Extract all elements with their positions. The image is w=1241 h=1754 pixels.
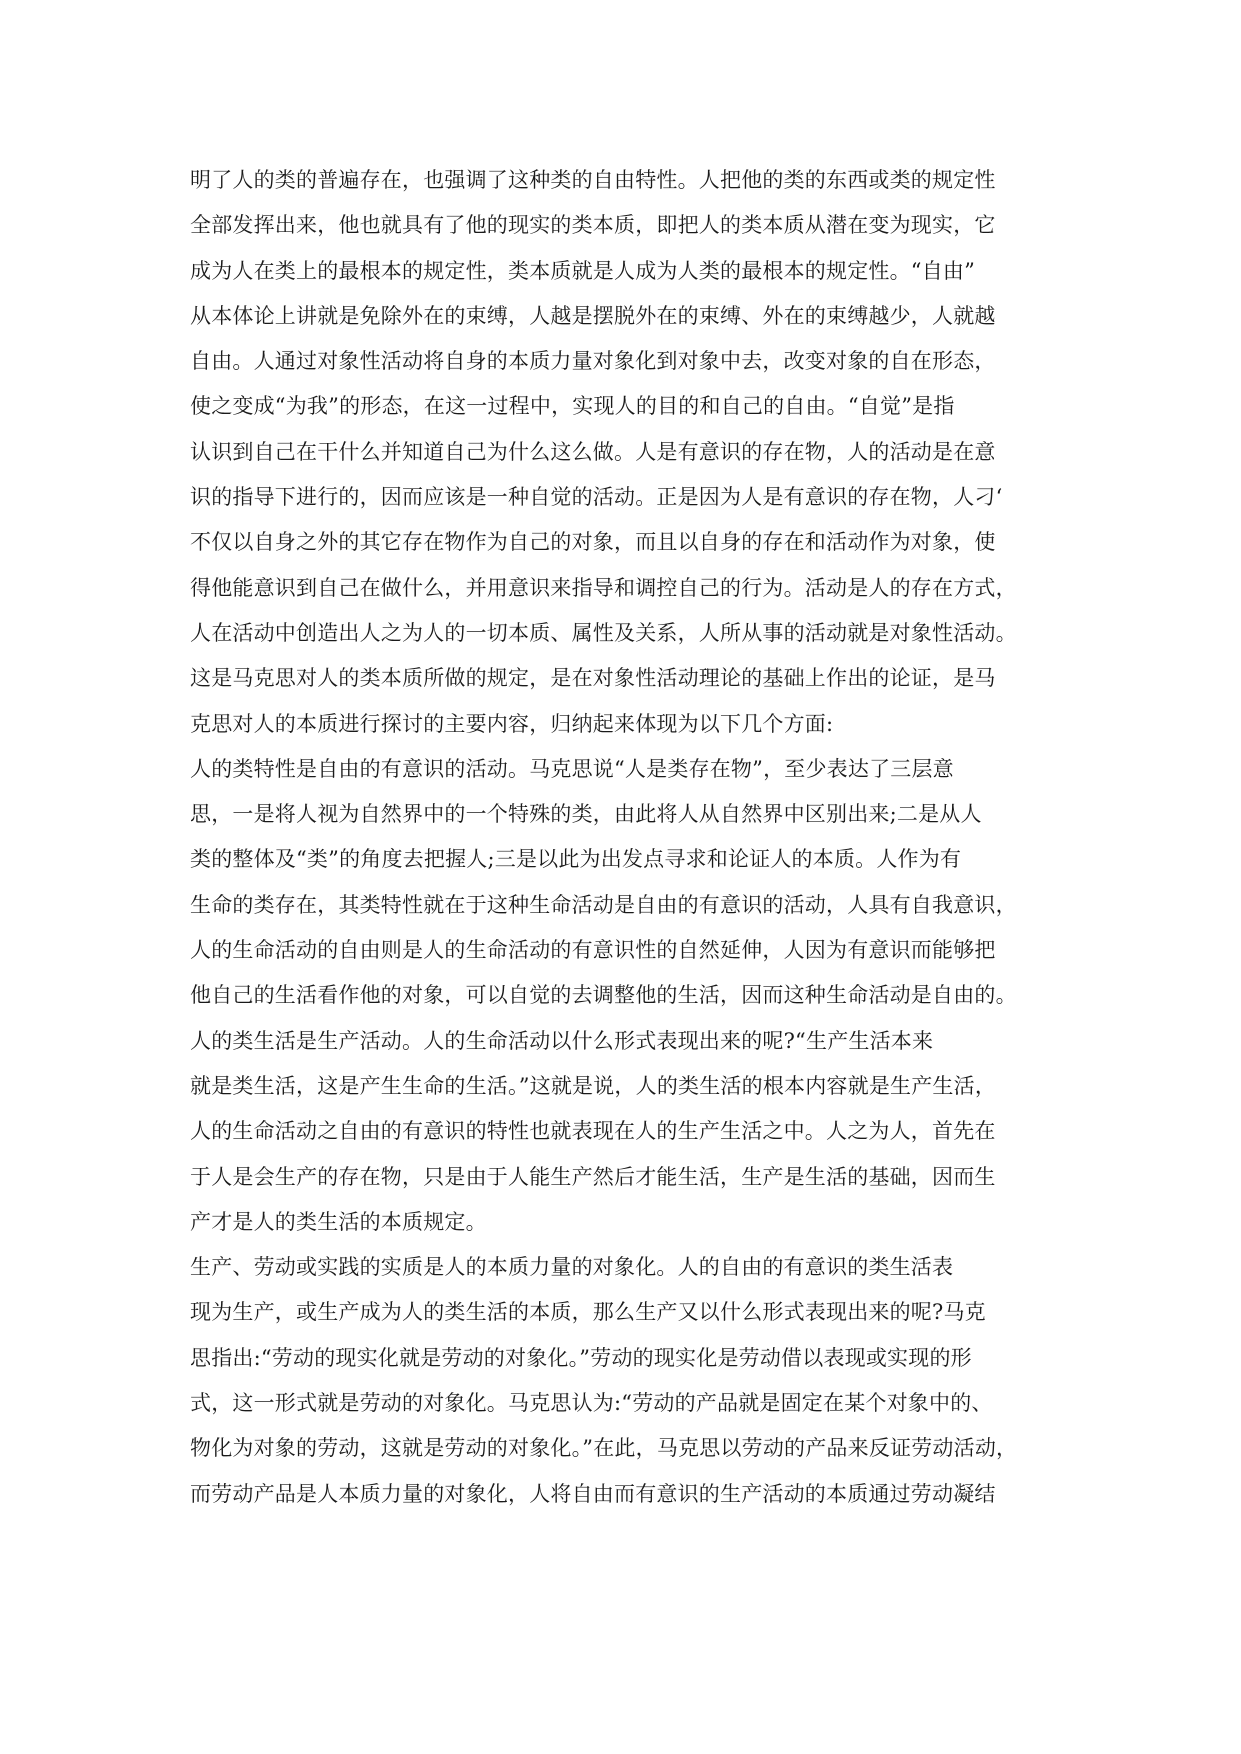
body-text (190, 158, 1070, 1517)
text-line: 思指出:“劳动的现实化就是劳动的对象化。”劳动的现实化是劳动借以表现或实现的形 (190, 1345, 972, 1370)
text-line: 思，一是将人视为自然界中的一个特殊的类，由此将人从自然界中区别出来;二是从人 (190, 802, 982, 827)
text-line: 这是马克思对人的类本质所做的规定，是在对象性活动理论的基础上作出的论证，是马 (190, 666, 996, 691)
text-line: 类的整体及“类”的角度去把握人;三是以此为出发点寻求和论证人的本质。人作为有 (190, 847, 962, 872)
text-line: 生产、劳动或实践的实质是人的本质力量的对象化。人的自由的有意识的类生活表 (190, 1255, 954, 1280)
text-line: 他自己的生活看作他的对象，可以自觉的去调整他的生活，因而这种生命活动是自由的。 (190, 983, 1017, 1008)
text-line: 人的生命活动之自由的有意识的特性也就表现在人的生产生活之中。人之为人，首先在 (190, 1119, 996, 1144)
text-line: 不仅以自身之外的其它存在物作为自己的对象，而且以自身的存在和活动作为对象，使 (190, 530, 996, 555)
text-line: 就是类生活，这是产生生命的生活。”这就是说，人的类生活的根本内容就是生产生活， (190, 1073, 997, 1098)
text-line: 现为生产，或生产成为人的类生活的本质，那么生产又以什么形式表现出来的呢?马克 (190, 1300, 986, 1325)
text-line: 人的类特性是自由的有意识的活动。马克思说“人是类存在物”，至少表达了三层意 (190, 756, 954, 781)
text-line: 于人是会生产的存在物，只是由于人能生产然后才能生活，生产是生活的基础，因而生 (190, 1164, 996, 1189)
text-line: 识的指导下进行的，因而应该是一种自觉的活动。正是因为人是有意识的存在物，人刁‘ (190, 485, 1003, 510)
text-line: 产才是人的类生活的本质规定。 (190, 1209, 487, 1234)
text-line: 生命的类存在，其类特性就在于这种生命活动是自由的有意识的活动，人具有自我意识， (190, 892, 1017, 917)
text-line: 人的类生活是生产活动。人的生命活动以什么形式表现出来的呢?“生产生活本来 (190, 1028, 934, 1053)
text-line: 克思对人的本质进行探讨的主要内容，归纳起来体现为以下几个方面: (190, 711, 834, 736)
text-line: 而劳动产品是人本质力量的对象化，人将自由而有意识的生产活动的本质通过劳动凝结 (190, 1481, 996, 1506)
text-line: 式，这一形式就是劳动的对象化。马克思认为:“劳动的产品就是固定在某个对象中的、 (190, 1391, 993, 1416)
text-line: 全部发挥出来，他也就具有了他的现实的类本质，即把人的类本质从潜在变为现实，它 (190, 213, 996, 238)
text-line: 明了人的类的普遍存在，也强调了这种类的自由特性。人把他的类的东西或类的规定性 (190, 168, 996, 192)
text-line: 使之变成“为我”的形态，在这一过程中，实现人的目的和自己的自由。“自觉”是指 (190, 394, 955, 419)
text-line: 从本体论上讲就是免除外在的束缚，人越是摆脱外在的束缚、外在的束缚越少，人就越 (190, 303, 996, 328)
text-line: 物化为对象的劳动，这就是劳动的对象化。”在此，马克思以劳动的产品来反证劳动活动， (190, 1436, 1018, 1461)
text-line: 认识到自己在干什么并知道自己为什么这么做。人是有意识的存在物，人的活动是在意 (190, 439, 996, 464)
text-line: 得他能意识到自己在做什么，并用意识来指导和调控自己的行为。活动是人的存在方式， (190, 575, 1017, 600)
text-line: 成为人在类上的最根本的规定性，类本质就是人成为人类的最根本的规定性。“自由” (190, 258, 976, 283)
text-line: 人在活动中创造出人之为人的一切本质、属性及关系，人所从事的活动就是对象性活动。 (190, 620, 1017, 645)
text-line: 人的生命活动的自由则是人的生命活动的有意识性的自然延伸，人因为有意识而能够把 (190, 938, 996, 963)
text-line: 自由。人通过对象性活动将自身的本质力量对象化到对象中去，改变对象的自在形态， (190, 349, 996, 374)
